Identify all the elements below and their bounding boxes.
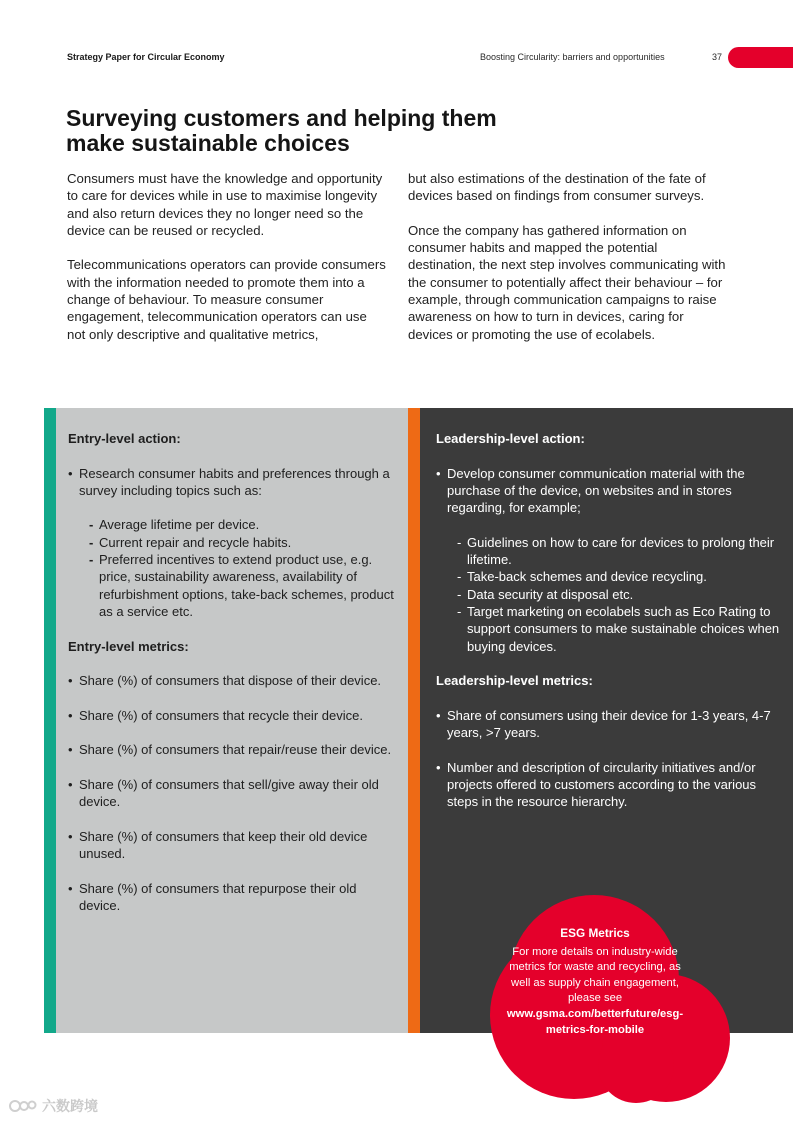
bullet-icon: • [436,465,441,481]
entry-action-heading: Entry-level action: [68,431,181,446]
leadership-metric-item [436,759,781,811]
entry-metric-item [68,776,398,811]
watermark-text: 六数跨境 [42,1098,98,1114]
running-header-section: Boosting Circularity: barriers and opportunities [480,52,665,62]
list-item [457,603,781,655]
list-item [89,534,398,551]
entry-metrics-heading: Entry-level metrics: [68,638,189,654]
entry-metric-item [68,741,398,758]
entry-metric-item [68,828,398,863]
list-item [457,568,781,585]
page-title: Surveying customers and helping them make sustainable choices [66,105,497,156]
entry-subitem-list [68,516,398,620]
metric-text: Share of consumers using their device for 1-3 years, 4-7 years, >7 years. [447,707,771,741]
bullet-icon: • [68,828,73,844]
entry-action-item [68,465,398,500]
list-item-text: Average lifetime per device. [99,517,260,533]
intro-paragraph: Once the company has gathered information on consumer habits and mapped the potential destination, the next step involves communicating with the consumer to potentially affect their behaviour – for example, through communication campaigns to raise awareness on how to turn in devices, caring for devices or promoting the use of ecolabels. [408,222,726,342]
esg-title: ESG Metrics [560,926,630,940]
bullet-icon: • [68,776,73,792]
intro-paragraph: but also estimations of the destination of the fate of devices based on findings from consumer surveys. [408,171,706,204]
entry-metric-item [68,880,398,915]
dash-icon: - [457,603,462,619]
entry-accent-bar [44,408,56,1033]
metric-text: Share (%) of consumers that sell/give away their old device. [79,776,379,810]
intro-paragraph: Telecommunications operators can provide consumers with the information needed to promote them into a change of behaviour. To measure consumer engagement, telecommunication operators can use not only descriptive and qualitative metrics, [67,257,386,342]
leadership-accent-bar [408,408,420,1033]
leadership-action-item [436,465,781,517]
dash-icon: - [457,569,462,585]
header-accent-tab [728,47,793,68]
esg-link[interactable]: www.gsma.com/betterfuture/esg-metrics-for-mobile [506,1007,684,1036]
bullet-icon: • [68,707,73,723]
metric-text: Share (%) of consumers that repair/reuse their device. [79,742,392,758]
leadership-action-heading: Leadership-level action: [436,431,585,446]
metric-text: Share (%) of consumers that dispose of their device. [79,673,382,689]
entry-level-content [68,430,398,932]
list-item-text: Take-back schemes and device recycling. [467,569,707,585]
bullet-icon: • [68,742,73,758]
list-item [457,534,781,569]
bullet-icon: • [436,707,441,723]
list-item-text: Target marketing on ecolabels such as Eco Rating to support consumers to make sustainable choices when buying devices. [467,603,780,654]
watermark [8,1096,98,1116]
dash-icon: - [89,552,94,568]
esg-callout [505,926,685,1038]
list-item-text: Current repair and recycle habits. [99,534,292,550]
bullet-icon: • [68,673,73,689]
watermark-logo-icon [8,1098,38,1114]
esg-text [505,945,685,1039]
dash-icon: - [457,586,462,602]
metric-text: Number and description of circularity initiatives and/or projects offered to customers according to the various steps in the resource hierarchy. [447,759,757,810]
bullet-icon: • [68,880,73,896]
bullet-icon: • [68,465,73,481]
esg-description: For more details on industry-wide metrics for waste and recycling, as well as supply chain engagement, please see [509,945,681,1005]
dash-icon: - [89,534,94,550]
metric-text: Share (%) of consumers that repurpose their old device. [79,880,357,914]
entry-metric-item [68,707,398,724]
leadership-metric-item [436,707,781,742]
list-item-text: Data security at disposal etc. [467,586,634,602]
dash-icon: - [457,534,462,550]
intro-column-left [67,170,387,360]
list-item [89,516,398,533]
leadership-subitem-list [436,534,781,655]
running-header-title: Strategy Paper for Circular Economy [67,52,225,62]
intro-paragraph: Consumers must have the knowledge and opportunity to care for devices while in use to maximise longevity and also return devices they no longer need so the device can be reused or recycled. [67,171,383,238]
page-number: 37 [712,52,723,62]
list-item-text: Guidelines on how to care for devices to prolong their lifetime. [467,534,775,568]
dash-icon: - [89,517,94,533]
list-item [89,551,398,620]
bullet-icon: • [436,759,441,775]
entry-action-text: Research consumer habits and preferences through a survey including topics such as: [79,465,390,498]
entry-metric-item [68,672,398,689]
list-item-text: Preferred incentives to extend product use, e.g. price, sustainability awareness, availability of refurbishment options, take-back schemes, product as a service etc. [99,552,394,619]
metric-text: Share (%) of consumers that recycle their device. [79,707,363,723]
intro-column-right [408,170,728,360]
metric-text: Share (%) of consumers that keep their old device unused. [79,828,368,862]
leadership-metrics-heading: Leadership-level metrics: [436,673,593,689]
leadership-level-content [436,430,781,828]
leadership-action-text: Develop consumer communication material with the purchase of the device, on websites and in stores regarding, for example; [447,465,745,516]
list-item [457,586,781,603]
